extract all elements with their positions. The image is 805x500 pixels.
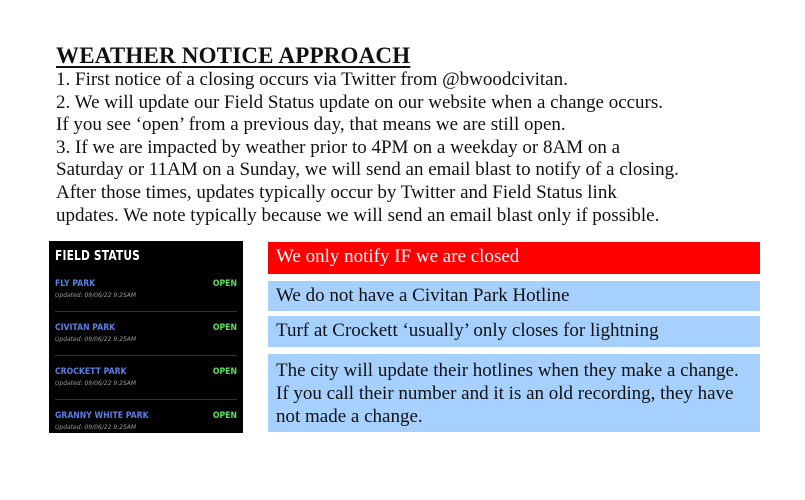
note-no-hotline: We do not have a Civitan Park Hotline: [268, 281, 760, 311]
page-title: WEATHER NOTICE APPROACH: [56, 43, 411, 68]
field-status-panel: [49, 241, 243, 433]
updated-timestamp: Updated: 09/06/22 9:25AM: [55, 424, 137, 431]
note-turf-lightning: Turf at Crockett ‘usually’ only closes for lightning: [268, 316, 760, 347]
note-city-hotlines: The city will update their hotlines when they make a change. If you call their number and it is an old recording, they have not made a change.: [268, 354, 760, 432]
notice-line: 2. We will update our Field Status update on our website when a change occurs.: [56, 91, 664, 113]
status-badge: OPEN: [212, 411, 237, 421]
field-status-row: [49, 268, 243, 312]
notice-line: 3. If we are impacted by weather prior to 4PM on a weekday or 8AM on a: [56, 136, 621, 158]
status-badge: OPEN: [212, 367, 237, 377]
updated-timestamp: Updated: 09/06/22 9:25AM: [55, 336, 137, 343]
park-name: GRANNY WHITE PARK: [55, 411, 149, 421]
field-status-row: [49, 400, 243, 433]
notice-line: After those times, updates typically occur by Twitter and Field Status link: [56, 181, 617, 203]
notice-body: [56, 69, 791, 227]
status-badge: OPEN: [212, 323, 237, 333]
note-closed-only: We only notify IF we are closed: [268, 242, 760, 274]
status-badge: OPEN: [212, 279, 237, 289]
park-name: FLY PARK: [55, 279, 96, 289]
field-status-title: FIELD STATUS: [55, 249, 141, 264]
updated-timestamp: Updated: 09/06/22 9:25AM: [55, 292, 137, 299]
updated-timestamp: Updated: 09/06/22 9:25AM: [55, 380, 137, 387]
field-status-row: [49, 312, 243, 356]
notice-line: 1. First notice of a closing occurs via Twitter from @bwoodcivitan.: [56, 69, 568, 90]
park-name: CROCKETT PARK: [55, 367, 127, 377]
park-name: CIVITAN PARK: [55, 323, 116, 333]
notice-line: updates. We note typically because we will send an email blast only if possible.: [56, 204, 660, 226]
field-status-row: [49, 356, 243, 400]
notice-line: If you see ‘open’ from a previous day, that means we are still open.: [56, 114, 566, 136]
notice-line: Saturday or 11AM on a Sunday, we will send an email blast to notify of a closing.: [56, 159, 679, 181]
